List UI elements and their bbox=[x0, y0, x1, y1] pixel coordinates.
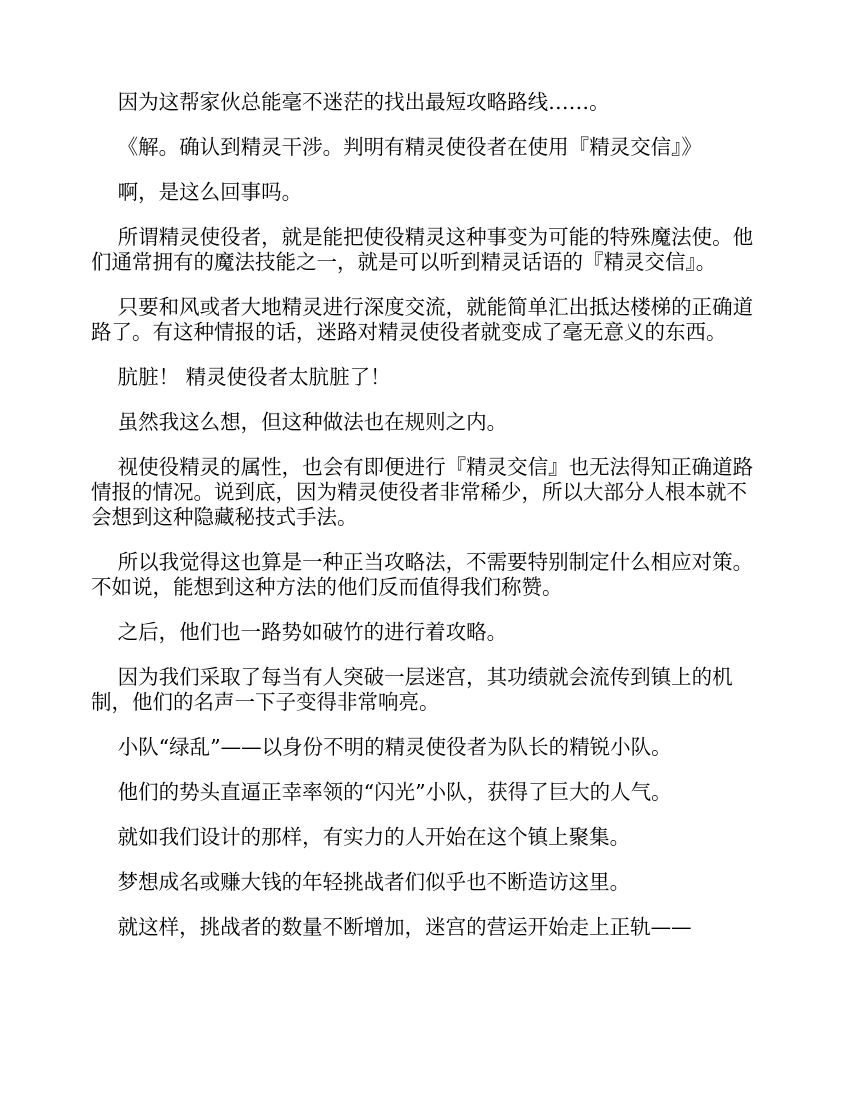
document-page bbox=[91, 90, 763, 960]
paragraph: 只要和风或者大地精灵进行深度交流，就能简单汇出抵达楼梯的正确道路了。有这种情报的话，迷路对精灵使役者就变成了毫无意义的东西。 bbox=[91, 295, 754, 344]
paragraph: 梦想成名或赚大钱的年轻挑战者们似乎也不断造访这里。 bbox=[117, 870, 631, 894]
paragraph: 《解。确认到精灵干涉。判明有精灵使役者在使用『精灵交信』》 bbox=[117, 135, 702, 159]
paragraph: 小队“绿乱”——以身份不明的精灵使役者为队长的精锐小队。 bbox=[117, 735, 672, 759]
paragraph: 肮脏！ 精灵使役者太肮脏了！ bbox=[117, 365, 391, 389]
paragraph: 之后，他们也一路势如破竹的进行着攻略。 bbox=[117, 620, 508, 644]
paragraph: 因为我们采取了每当有人突破一层迷宫，其功绩就会流传到镇上的机制，他们的名声一下子变得非常响亮。 bbox=[91, 665, 733, 714]
paragraph: 他们的势头直逼正幸率领的“闪光”小队，获得了巨大的人气。 bbox=[117, 780, 672, 804]
paragraph: 啊，是这么回事吗。 bbox=[117, 180, 303, 204]
paragraph: 所谓精灵使役者，就是能把使役精灵这种事变为可能的特殊魔法使。他们通常拥有的魔法技能之一，就是可以听到精灵话语的『精灵交信』。 bbox=[91, 225, 754, 274]
paragraph: 视使役精灵的属性，也会有即便进行『精灵交信』也无法得知正确道路情报的情况。说到底，因为精灵使役者非常稀少，所以大部分人根本就不会想到这种隐藏秘技式手法。 bbox=[91, 455, 754, 529]
paragraph: 虽然我这么想，但这种做法也在规则之内。 bbox=[117, 410, 508, 434]
paragraph: 所以我觉得这也算是一种正当攻略法，不需要特别制定什么相应对策。不如说，能想到这种方法的他们反而值得我们称赞。 bbox=[91, 550, 754, 599]
paragraph: 就如我们设计的那样，有实力的人开始在这个镇上聚集。 bbox=[117, 825, 631, 849]
paragraph: 因为这帮家伙总能毫不迷茫的找出最短攻略路线……。 bbox=[117, 90, 610, 114]
paragraph: 就这样，挑战者的数量不断增加，迷宫的营运开始走上正轨—— bbox=[117, 915, 692, 939]
